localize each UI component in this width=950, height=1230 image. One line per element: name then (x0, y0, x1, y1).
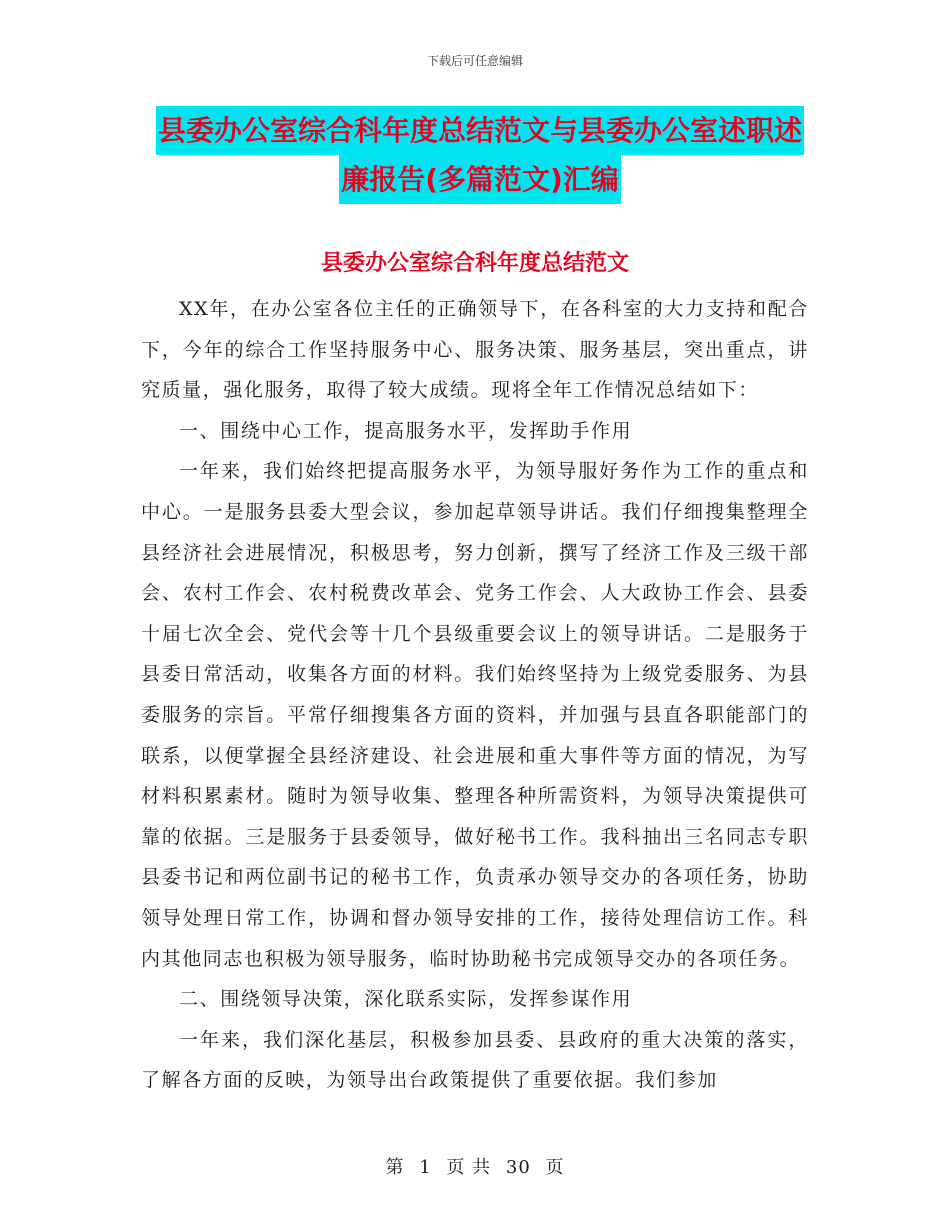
header-note: 下载后可任意编辑 (426, 54, 523, 68)
footer-prefix: 第 (385, 1157, 405, 1178)
paragraph-intro: XX年，在办公室各位主任的正确领导下，在各科室的大力支持和配合下，今年的综合工作坚持服务中心、服务决策、服务基层，突出重点，讲究质量，强化服务，取得了较大成绩。现将全年工作情况总结如下： (141, 298, 809, 402)
title-line-1: 县委办公室综合科年度总结范文与县委办公室述职述 (156, 106, 804, 155)
title-line-2: 廉报告(多篇范文)汇编 (339, 155, 621, 204)
document-title (140, 106, 820, 204)
footer-page-number: 1 (419, 1157, 432, 1178)
paragraph-section-2: 一年来，我们深化基层，积极参加县委、县政府的重大决策的落实，了解各方面的反映，为领导出台政策提供了重要依据。我们参加 (141, 1028, 809, 1092)
document-body (141, 289, 809, 1101)
paragraph-section-1: 一年来，我们始终把提高服务水平，为领导服好务作为工作的重点和中心。一是服务县委大型会议，参加起草领导讲话。我们仔细搜集整理全县经济社会进展情况，积极思考，努力创新，撰写了经济工作及三级干部会、农村工作会、农村税费改革会、党务工作会、人大政协工作会、县委十届七次全会、党代会等十几个县级重要会议上的领导讲话。二是服务于县委日常活动，收集各方面的材料。我们始终坚持为上级党委服务、为县委服务的宗旨。平常仔细搜集各方面的资料，并加强与县直各职能部门的联系，以便掌握全县经济建设、社会进展和重大事件等方面的情况，为写材料积累素材。随时为领导收集、整理各种所需资料，为领导决策提供可靠的依据。三是服务于县委领导，做好秘书工作。我科抽出三名同志专职县委书记和两位副书记的秘书工作，负责承办领导交办的各项任务，协助领导处理日常工作，协调和督办领导安排的工作，接待处理信访工作。科内其他同志也积极为领导服务，临时协助秘书完成领导交办的各项任务。 (141, 460, 809, 970)
paragraph-heading-2: 二、围绕领导决策，深化联系实际，发挥参谋作用 (179, 988, 633, 1011)
footer-suffix: 页 (545, 1157, 565, 1178)
footer-middle: 页 共 (446, 1157, 492, 1178)
paragraph-heading-1: 一、围绕中心工作，提高服务水平，发挥助手作用 (179, 419, 633, 442)
section-title: 县委办公室综合科年度总结范文 (320, 251, 629, 276)
page-footer (0, 1153, 950, 1179)
footer-total-pages: 30 (505, 1157, 531, 1178)
